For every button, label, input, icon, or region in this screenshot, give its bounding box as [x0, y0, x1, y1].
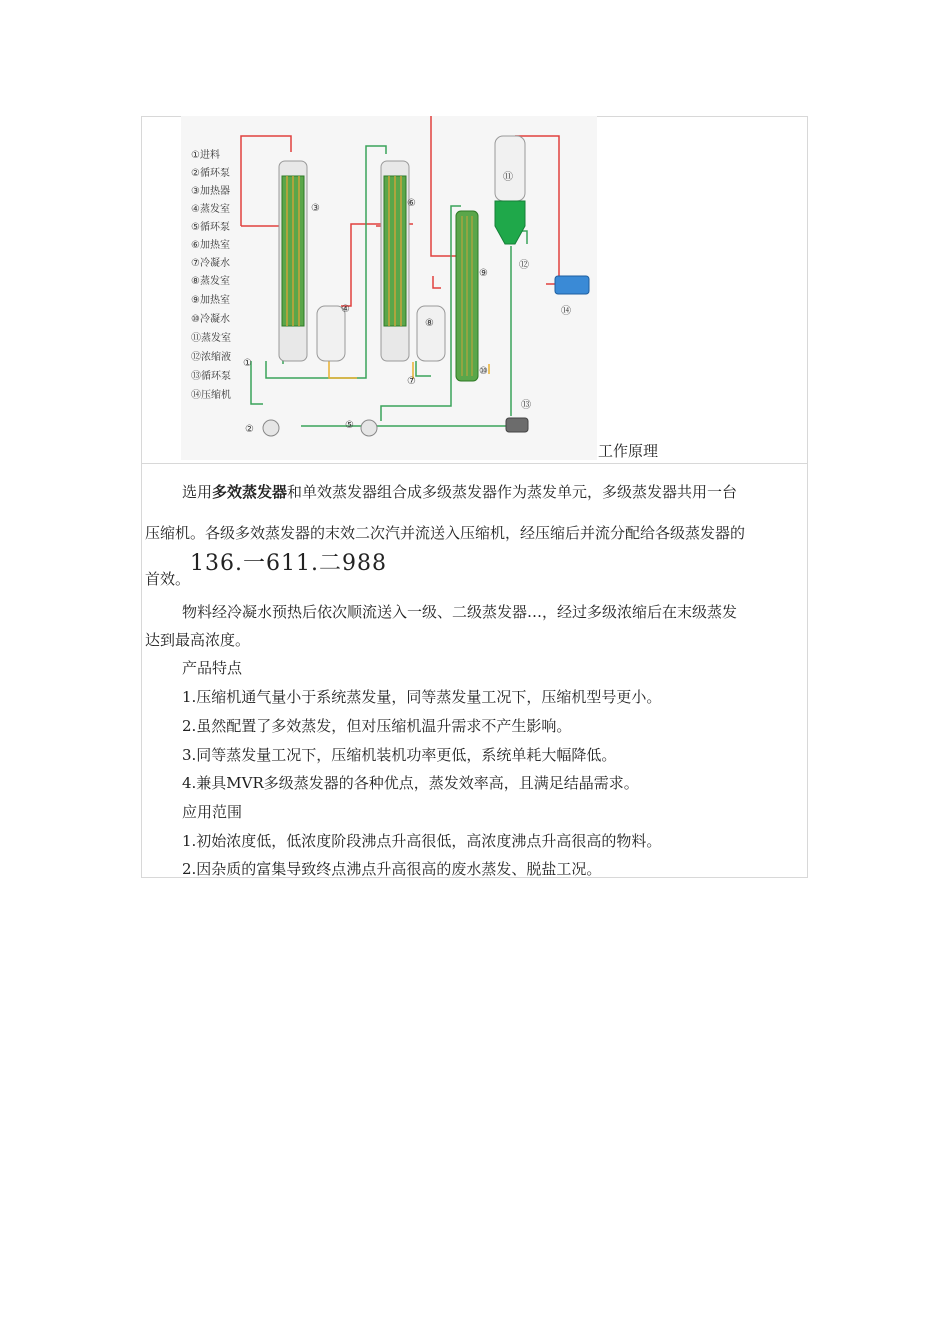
marker: ⑦	[407, 376, 416, 387]
legend-item: ⑤循环泵	[191, 222, 230, 233]
feature-item: 3.同等蒸发量工况下，压缩机装机功率更低，系统单耗大幅降低。	[182, 746, 617, 764]
marker: ⑧	[425, 318, 434, 329]
frame-divider	[141, 463, 808, 464]
marker: ⑬	[521, 400, 531, 411]
legend-item: ⑫浓缩液	[191, 352, 231, 363]
marker: ⑩	[479, 366, 488, 377]
marker: ④	[341, 304, 350, 315]
marker: ①	[243, 358, 252, 369]
intro-text: 和单效蒸发器组合成多级蒸发器作为蒸发单元，多级蒸发器共用一台	[287, 483, 738, 501]
multi-effect-evaporator-link[interactable]: 多效蒸发器	[212, 483, 288, 501]
legend-item: ⑪蒸发室	[191, 333, 231, 344]
evaporator-1	[279, 161, 307, 361]
mvr-process-diagram	[181, 116, 597, 460]
phone-number: 136.一611.二988	[190, 551, 387, 576]
evaporator-2	[381, 161, 409, 361]
intro-line-1	[182, 481, 737, 502]
marker: ⑨	[479, 268, 488, 279]
intro-text: 首效。	[145, 570, 191, 588]
feature-item: 1.压缩机通气量小于系统蒸发量，同等蒸发量工况下，压缩机型号更小。	[182, 688, 662, 706]
feature-item: 2.虽然配置了多效蒸发，但对压缩机温升需求不产生影响。	[182, 717, 572, 735]
intro-text: 选用	[182, 483, 213, 501]
intro-line-2: 压缩机。各级多效蒸发器的末效二次汽并流送入压缩机，经压缩后并流分配给各级蒸发器的	[145, 524, 746, 542]
legend-item: ⑨加热室	[191, 295, 230, 306]
legend-item: ②循环泵	[191, 168, 230, 179]
legend-item: ⑥加热室	[191, 240, 230, 251]
heater-9	[456, 211, 478, 381]
legend-item: ⑬循环泵	[191, 371, 231, 382]
marker: ⑤	[345, 420, 354, 431]
legend-item: ⑭压缩机	[191, 390, 231, 401]
feature-item: 4.兼具MVR多级蒸发器的各种优点，蒸发效率高，且满足结晶需求。	[182, 774, 639, 792]
diagram-caption: 工作原理	[598, 442, 659, 460]
process-line-2: 达到最高浓度。	[145, 631, 251, 649]
marker: ②	[245, 424, 254, 435]
applications-heading: 应用范围	[182, 803, 243, 821]
application-item: 1.初始浓度低，低浓度阶段沸点升高很低，高浓度沸点升高很高的物料。	[182, 832, 662, 850]
marker: ⑫	[519, 260, 529, 271]
evaporator-11	[495, 136, 525, 244]
marker: ③	[311, 203, 320, 214]
legend-item: ④蒸发室	[191, 204, 230, 215]
legend-item: ⑧蒸发室	[191, 276, 230, 287]
features-heading: 产品特点	[182, 659, 243, 677]
application-item: 2.因杂质的富集导致终点沸点升高很高的废水蒸发、脱盐工况。	[182, 860, 602, 878]
legend-item: ⑦冷凝水	[191, 258, 230, 269]
legend-item: ⑩冷凝水	[191, 314, 230, 325]
process-line-1: 物料经冷凝水预热后依次顺流送入一级、二级蒸发器…，经过多级浓缩后在末级蒸发	[182, 603, 738, 621]
marker: ⑭	[561, 306, 571, 317]
legend-item: ①进料	[191, 150, 220, 161]
marker: ⑥	[407, 198, 416, 209]
intro-line-3	[145, 546, 387, 588]
compressor-14	[555, 276, 589, 294]
legend-item: ③加热器	[191, 186, 230, 197]
separator-8	[417, 306, 445, 361]
marker: ⑪	[503, 172, 513, 183]
